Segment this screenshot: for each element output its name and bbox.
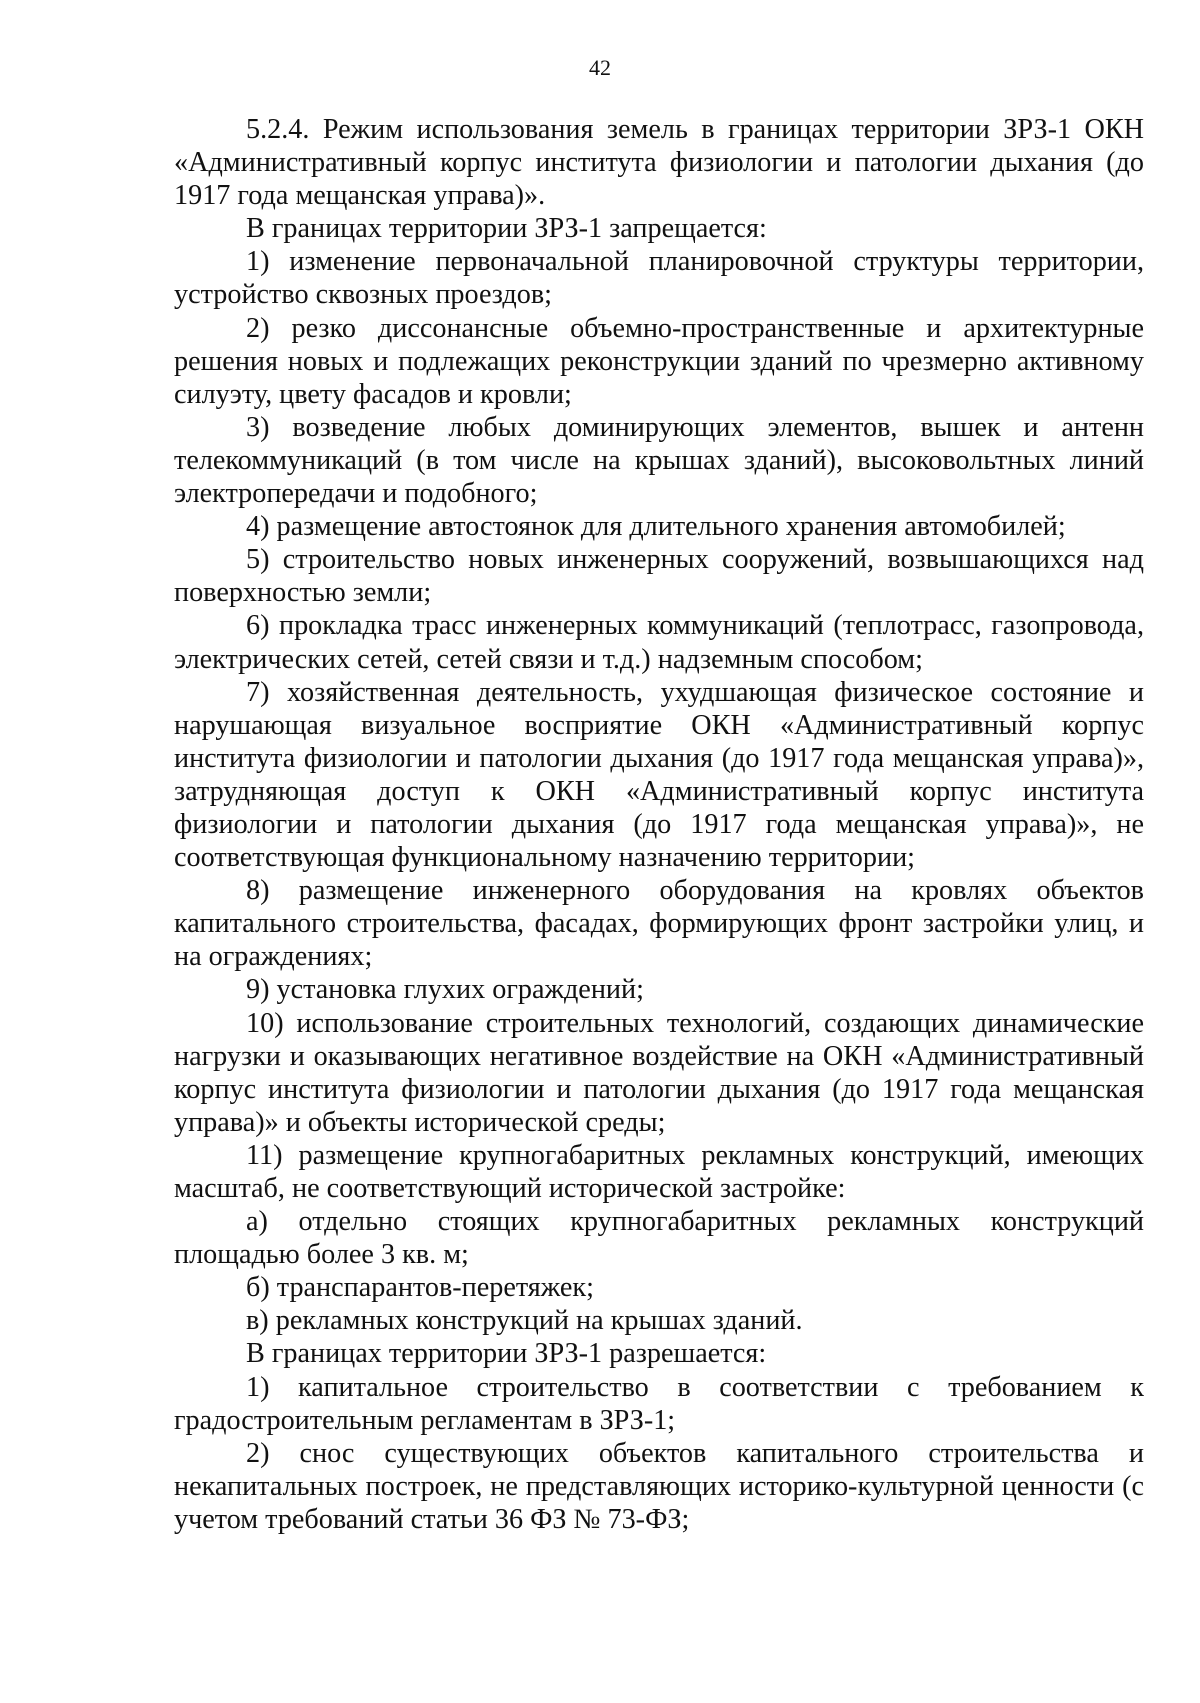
document-body <box>174 113 1144 1536</box>
prohibited-item-1: 1) изменение первоначальной планировочной структуры территории, устройство сквозных проездов; <box>174 246 1144 311</box>
permitted-item-2: 2) снос существующих объектов капитального строительства и некапитальных построек, не представляющих историко-культурной ценности (с учетом требований статьи 36 ФЗ № 73-ФЗ; <box>174 1437 1144 1535</box>
prohibited-item-9: 9) установка глухих ограждений; <box>246 974 644 1006</box>
prohibited-subitem-a: а) отдельно стоящих крупногабаритных рекламных конструкций площадью более 3 кв. м; <box>174 1206 1144 1271</box>
prohibited-subitem-b: б) транспарантов-перетяжек; <box>246 1272 594 1304</box>
prohibited-item-3: 3) возведение любых доминирующих элементов, вышек и антенн телекоммуникаций (в том числе на крышах зданий), высоковольтных линий электропередачи и подобного; <box>174 411 1144 510</box>
section-heading-5-2-4: 5.2.4. Режим использования земель в границах территории ЗРЗ-1 ОКН «Административный корпус института физиологии и патологии дыхания (до 1917 года мещанская управа)». <box>174 114 1144 212</box>
permitted-intro: В границах территории ЗРЗ-1 разрешается: <box>246 1338 767 1370</box>
prohibited-item-6: 6) прокладка трасс инженерных коммуникаций (теплотрасс, газопровода, электрических сетей, сетей связи и т.д.) надземным способом; <box>174 610 1144 675</box>
prohibited-subitem-v: в) рекламных конструкций на крышах зданий. <box>246 1305 803 1337</box>
prohibited-item-4: 4) размещение автостоянок для длительного хранения автомобилей; <box>246 511 1066 543</box>
prohibited-intro: В границах территории ЗРЗ-1 запрещается: <box>246 213 767 245</box>
permitted-item-1: 1) капитальное строительство в соответствии с требованием к градостроительным регламентам в ЗРЗ-1; <box>174 1371 1144 1436</box>
prohibited-item-7: 7) хозяйственная деятельность, ухудшающая физическое состояние и нарушающая визуальное восприятие ОКН «Административный корпус института физиологии и патологии дыхания (до 1917 года мещанская управа)», затрудняющая доступ к ОКН «Административный корпус института физиологии и патологии дыхания (до 1917 года мещанская управа)», не соответствующая функциональному назначению территории; <box>174 676 1144 874</box>
prohibited-item-10: 10) использование строительных технологий, создающих динамические нагрузки и оказывающих негативное воздействие на ОКН «Административный корпус института физиологии и патологии дыхания (до 1917 года мещанская управа)» и объекты исторической среды; <box>174 1007 1144 1138</box>
prohibited-item-2: 2) резко диссонансные объемно-пространственные и архитектурные решения новых и подлежащих реконструкции зданий по чрезмерно активному силуэту, цвету фасадов и кровли; <box>174 312 1144 410</box>
prohibited-item-11: 11) размещение крупногабаритных рекламных конструкций, имеющих масштаб, не соответствующий исторической застройке: <box>174 1139 1144 1204</box>
prohibited-item-8: 8) размещение инженерного оборудования на кровлях объектов капитального строительства, фасадах, формирующих фронт застройки улиц, и на ограждениях; <box>174 875 1144 973</box>
prohibited-item-5: 5) строительство новых инженерных сооружений, возвышающихся над поверхностью земли; <box>174 544 1144 609</box>
page-number: 42 <box>589 55 611 80</box>
